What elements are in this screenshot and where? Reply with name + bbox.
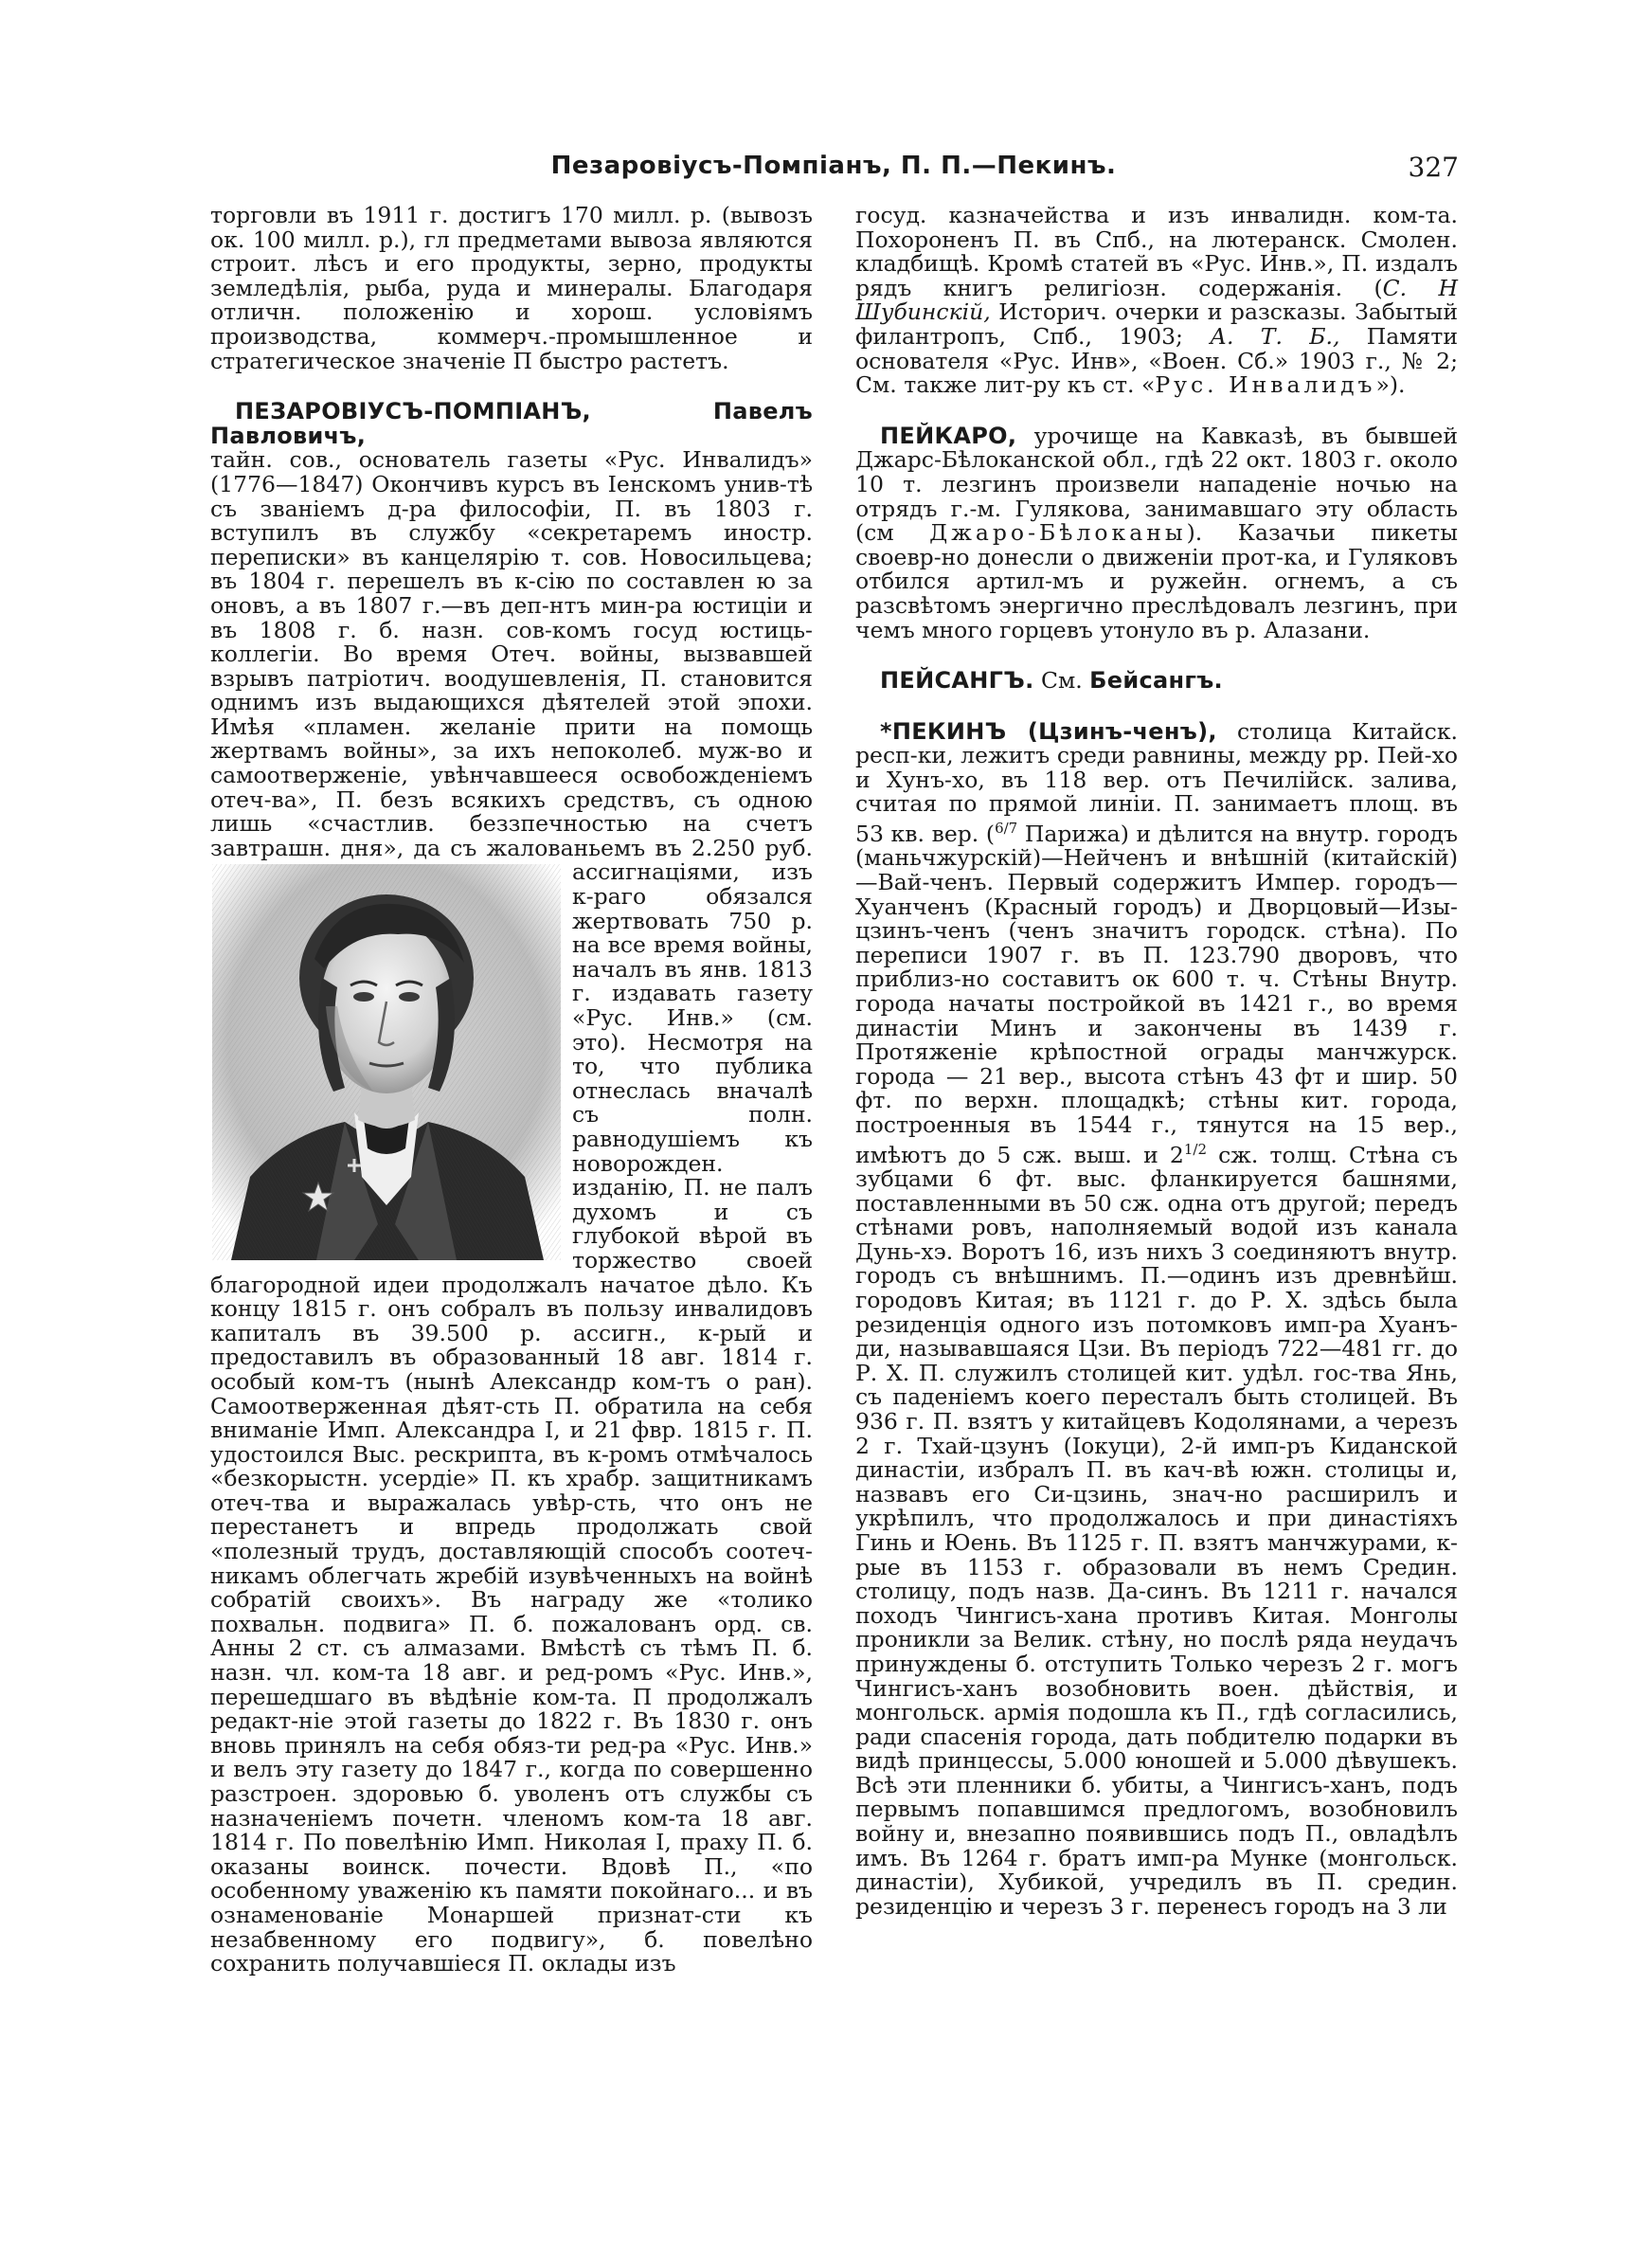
cross-reference: Джаро-Бѣлоканы [929,519,1187,547]
fraction: 6/7 [995,820,1018,838]
page-number: 327 [1408,152,1459,183]
running-head [208,152,1459,190]
text-span: ). Казачьи пикеты своевр-но донесли о движеніи прот-ка, и Гуляковъ отбился артил-мъ и ружейн. огнемъ, а съ разсвѣтомъ энергично преслѣдовалъ лезгинъ, при чемъ много горцевъ утонуло въ р. Алазани. [855,519,1458,643]
paragraph-continuation: торговли въ 1911 г. достигъ 170 милл. р. (вывозъ ок. 100 милл. р.), гл предметами вывоза являются строит. лѣсъ и его продукты, зерно, продукты земледѣлія, рыба, руда и минералы. Благодаря отличн. положенію и хорош. условіямъ производства, коммерч.-промышленное и стратегическое значеніе П быстро растетъ. [210,202,813,374]
text-span: урочище на Кавказѣ, въ бывшей Джарс-Бѣлоканской обл., гдѣ 22 окт. 1803 г. около 10 т. лезгинъ произвели нападеніе ночью на отрядъ г.-м. Гулякова, занимавшаго эту область (см [855,422,1458,547]
headword-pekin: *ПЕКИНЪ (Цзинъ-ченъ), [880,717,1217,745]
headword-peisang: ПЕЙСАНГЪ. [880,667,1034,695]
article-text-pezarovius: тайн. сов., основатель газеты «Рус. Инвалидъ» (1776—1847) Окончивъ курсъ въ Іенскомъ унив-тѣ съ званіемъ д-ра философіи, П. въ 1803 г. вступилъ въ службу «секретаремъ иностр. переписки» въ канцелярію т. сов. Новосильцева; въ 1804 г. перешелъ въ к-сію по составлен ю за оновъ, а въ 1807 г.—въ деп-нтъ мин-ра юстиціи и въ 1808 г. б. назн. сов-комъ госуд юстиць-коллегіи. Во время Отеч. войны, вызвавшей взрывъ патріотич. воодушевленія, П. становится однимъ изъ выдающихся дѣятелей этой эпохи. Имѣя «пламен. желаніе прити на помощь жертвамъ войны», за ихъ непоколеб. муж-во и самоотверженіе, увѣнчавшееся освобожденіемъ отеч-ва», П. безъ всякихъ средствъ, съ одною лишь «счастлив. беззпечностью на счетъ завтрашн. дня», да съ жалованьемъ въ 2.250 руб. ассигнаціями, изъ к-раго обязался жертвовать 750 р. на все время войны, началъ въ янв. 1813 г. издавать газету «Рус. Инв.» (см. это). Несмотря на то, что публика отнеслась вначалѣ съ полн. равнодушіемъ къ новорожден. изданію, П. не палъ духомъ и съ глубокой вѣрой въ торжество своей благородной идеи продолжалъ начатое дѣло. Къ концу 1815 г. онъ собралъ въ пользу инвалидовъ капиталъ въ 39.500 р. ассигн., к-рый и предоставилъ въ образованный 18 авг. 1814 г. особый ком-тъ (нынѣ Александр ком-тъ о ран). Самоотверженная дѣят-сть П. обратила на себя вниманіе Имп. Александра I, и 21 фвр. 1815 г. П. удостоился Выс. рескрипта, въ к-ромъ отмѣчалось «безкорыстн. усердіе» П. къ храбр. защитникамъ отеч-тва и выражалась увѣр-сть, что онъ не перестанетъ и впредь продолжать свой «полезный трудъ, доставляющій способъ соотеч-никамъ облегчать жребій изувѣченныхъ на войнѣ собратій своихъ». Въ награду же «толико похвальн. подвига» П. б. пожалованъ орд. св. Анны 2 ст. съ алмазами. Вмѣстѣ съ тѣмъ П. б. назн. чл. ком-та 18 авг. и ред-ромъ «Рус. Инв.», перешедшаго въ вѣдѣніе ком-та. П продолжалъ редакт-ніе этой газеты до 1822 г. Въ 1830 г. онъ вновь принялъ на себя обяз-ти ред-ра «Рус. Инв.» и велъ эту газету до 1847 г., когда по совершенно разстроен. здоровью б. уволенъ отъ службы съ назначеніемъ почетн. членомъ ком-та 18 авг. 1814 г. По повелѣнію Имп. Николая I, праху П. б. оказаны воинск. почести. Вдовѣ П., «по особенному уваженію къ памяти покойнаго... и въ ознаменованіе Монаршей признат-сти къ незабвенному его подвигу», б. повелѣно сохранить получавшіеся П. оклады изъ [210,446,813,1977]
text-span: сж. толщ. Стѣна съ зубцами 6 фт. выс. фланкируется башнями, поставленными въ 50 сж. одна отъ другой; передъ стѣнами ровъ, наполняемый водой изъ канала Дунь-хэ. Воротъ 16, изъ нихъ 3 соединяютъ внутр. городъ съ внѣшнимъ. П.—одинъ изъ древнѣйш. городовъ Китая; въ 1121 г. до Р. Х. здѣсь была резиденція одного изъ потомковъ имп-ра Хуанъ-ди, называвшаяся Цзи. Въ періодъ 722—481 гг. до Р. Х. П. служилъ столицей кит. удѣл. гос-тва Янь, съ паденіемъ коего пересталъ быть столицей. Въ 936 г. П. взятъ у китайцевъ Кодолянами, а черезъ 2 г. Тхай-цзунъ (Іокуци), 2-й имп-ръ Киданской династіи, избралъ П. въ кач-вѣ южн. столицы и, назвавъ его Си-цзинь, знач-но расширилъ и укрѣпилъ, что продолжалось и при династіяхъ Гинь и Юень. Въ 1125 г. П. взятъ манчжурами, к-рые въ 1153 г. образовали въ немъ Средин. столицу, подъ назв. Да-синъ. Въ 1211 г. начался походъ Чингисъ-хана противъ Китая. Монголы проникли за Велик. стѣну, но послѣ ряда неудачъ принуждены б. отступить Только черезъ 2 г. могъ Чингисъ-ханъ возобновить воен. дѣйствія, и монгольск. армія подошла къ П., гдѣ согласились, ради спасенія города, дать побдителю подарки въ видѣ принцессы, 5.000 юношей и 5.000 дѣвушекъ. Всѣ эти пленники б. убиты, а Чингисъ-ханъ, подъ первымъ попавшимся предлогомъ, возобновилъ войну и, внезапно появившись подъ П., овладѣлъ имъ. Въ 1264 г. братъ имп-ра Мунке (монгольск. династіи), Хубикой, учредилъ въ П. средин. резиденцію и черезъ 3 г. перенесъ городъ на 3 ли [855,1141,1459,1920]
article-pekin [855,717,1459,1920]
cross-reference: Бейсангъ. [1089,667,1223,695]
author-name: С. Н Шубинскій, [855,274,1458,326]
paragraph-continuation-right [855,204,1458,398]
fraction: 1/2 [1183,1140,1207,1158]
text-span: Памяти основателя «Рус. Инв», «Воен. Сб.» 1903 г., № 2; См. также лит-ру къ ст. « [855,322,1458,399]
text-span: Историч. очерки и разсказы. Забытый филантропъ, Спб., 1903; [855,298,1458,350]
article-peisang [855,669,1458,694]
cross-reference: Рус. Инвалидъ [1155,371,1376,399]
headword-peikaro: ПЕЙКАРО, [880,422,1017,449]
text-span: См. [1033,667,1090,695]
article-peikaro [855,424,1458,642]
text-span: госуд. казначейства и изъ инвалидн. ком-та. Похороненъ П. въ Спб., на лютеранск. Смолен. кладбищѣ. Кромѣ статей въ «Рус. Инв.», П. издалъ рядъ книгъ религіозн. содержанія. ( [855,202,1458,301]
headword-pezarovius: ПЕЗАРОВІУСЪ-ПОМПІАНЪ, Павелъ Павловичъ, [210,398,813,449]
running-title: Пезаровіусъ-Помпіанъ, П. П.—Пекинъ. [550,152,1117,180]
text-span: Парижа) и дѣлится на внутр. городъ (маньчжурскій)—Нейченъ и внѣшній (китайскій)—Вай-ченъ. Первый содержитъ Импер. городъ—Хуанченъ (Красный городъ) и Дворцовый—Изы-цзинъ-ченъ (ченъ значитъ городск. стѣна). По переписи 1907 г. въ П. 123.790 дворовъ, что приблиз-но составитъ ок 600 т. ч. Стѣны Внутр. города начаты постройкой въ 1421 г., во время династіи Минъ и закончены въ 1439 г. Протяженіе крѣпостной ограды манчжурск. города — 21 вер., высота стѣнъ 43 фт и шир. 50 фт. по верхн. площадкѣ; стѣны кит. города, построенныя въ 1544 г., тянутся на 15 вер., имѣютъ до 5 сж. выш. и 2 [855,820,1458,1168]
right-column [855,204,1458,1919]
text-span: »). [1375,371,1406,399]
portrait-image [212,864,561,1260]
portrait-engraving [212,864,561,1260]
text-span: столица Китайск. респ-ки, лежитъ среди равнины, между рр. Пей-хо и Хунъ-хо, въ 118 вер. отъ Печилійск. залива, считая по прямой линіи. П. занимаетъ площ. въ 53 кв. вер. ( [855,717,1458,847]
author-name: А. Т. Б., [1210,322,1340,350]
